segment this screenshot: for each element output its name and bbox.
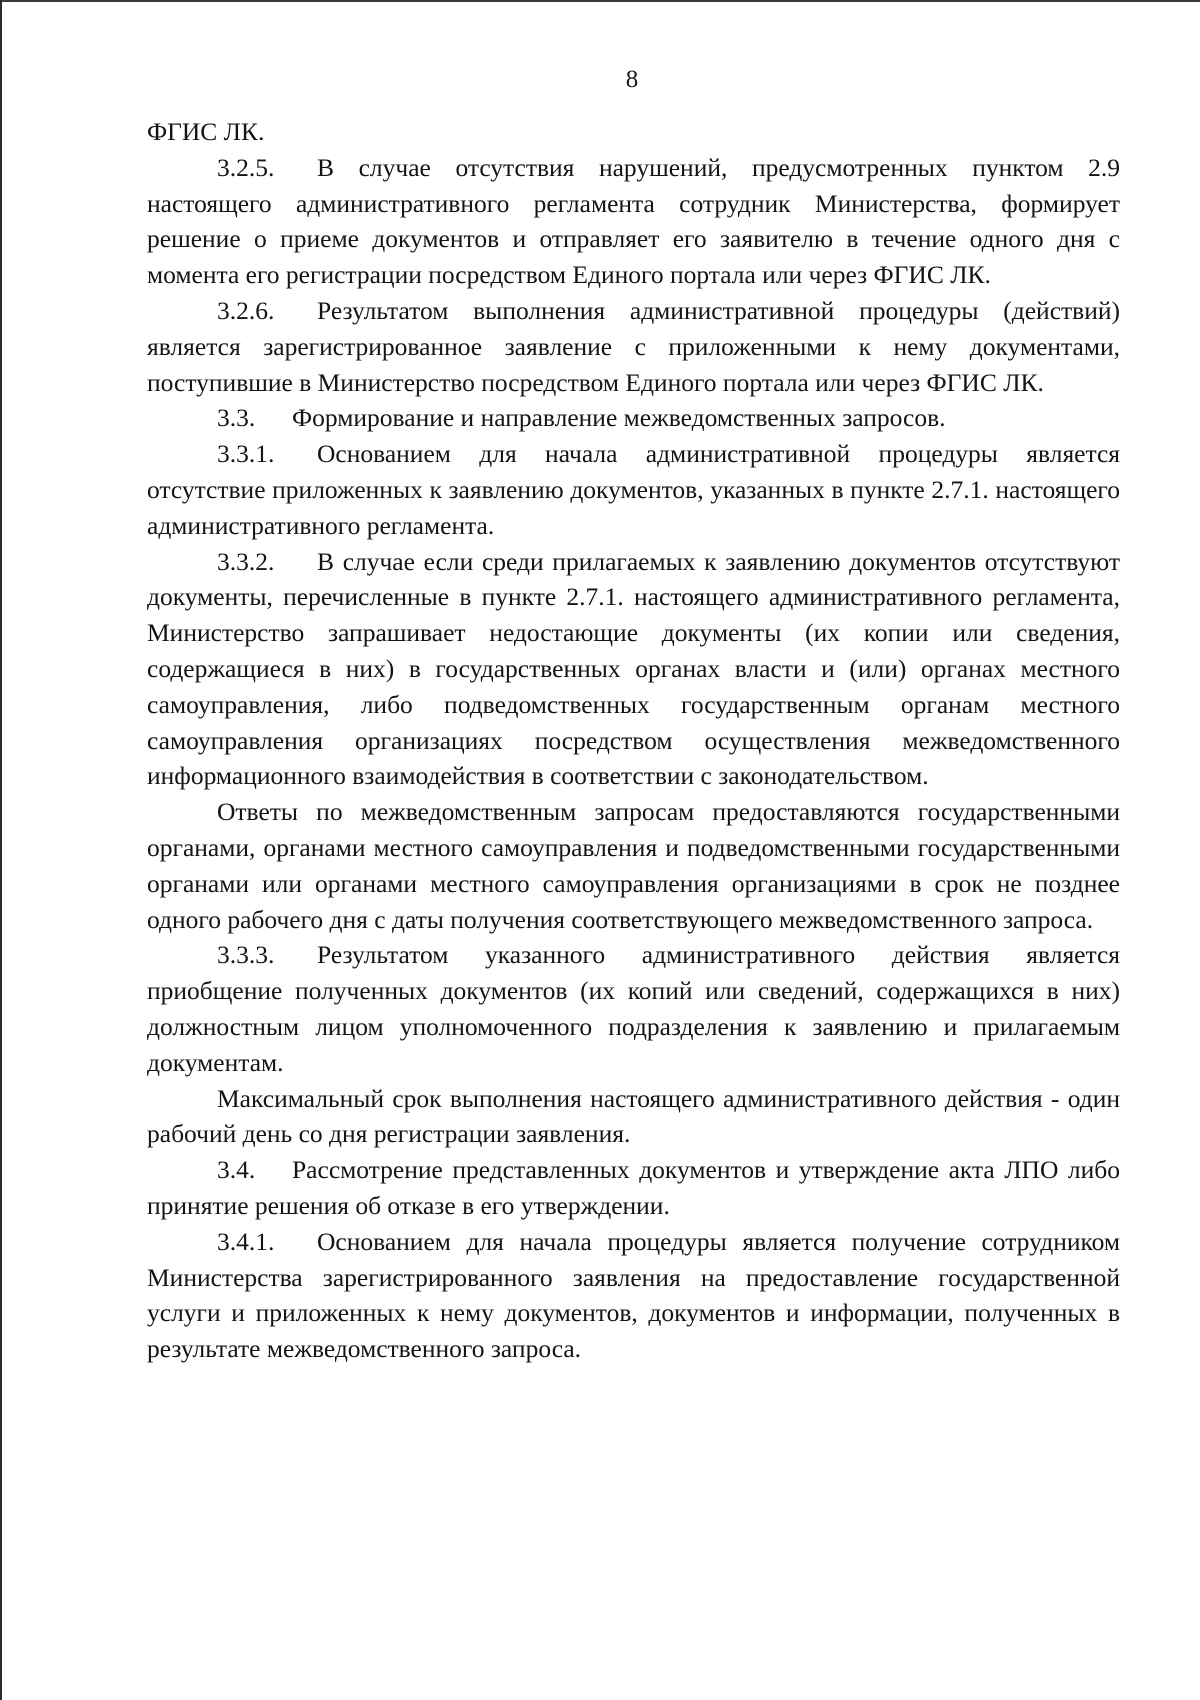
paragraph-number: 3.3. — [217, 403, 256, 433]
paragraph-number: 3.4.1. — [217, 1226, 275, 1256]
scan-edge-left — [0, 0, 2, 1700]
paragraph-text: Основанием для начала процедуры является получение сотрудником Министерства зарегистрированного заявления на предоставление государственной услуги и приложенных к нему документов, документов и информации, полученных в результате межведомственного запроса. — [147, 1226, 1120, 1364]
paragraph-text: Основанием для начала административной процедуры является отсутствие приложенных к заявлению документов, указанных в пункте 2.7.1. настоящего административного регламента. — [147, 439, 1120, 540]
section-heading-3-3 — [147, 400, 1120, 436]
paragraph-3-3-1 — [147, 436, 1120, 543]
paragraph-continuation — [147, 114, 1120, 150]
paragraph-3-3-2 — [147, 544, 1120, 795]
paragraph-text: Результатом выполнения административной процедуры (действий) является зарегистрированное заявление с приложенными к нему документами, поступившие в Министерство посредством Единого портала или через ФГИС ЛК. — [147, 295, 1120, 397]
paragraph-number: 3.3.2. — [217, 546, 275, 576]
paragraph-3-2-5 — [147, 150, 1120, 293]
paragraph-text: В случае отсутствия нарушений, предусмотренных пунктом 2.9 настоящего административного регламента сотрудник Министерства, формирует решение о приеме документов и отправляет его заявителю в течение одного дня с момента его регистрации посредством Единого портала или через ФГИС ЛК. — [147, 152, 1120, 290]
paragraph-text: Формирование и направление межведомственных запросов. — [292, 403, 946, 433]
paragraph-3-3-3 — [147, 937, 1120, 1080]
scan-edge-top — [0, 0, 1200, 2]
paragraph-max-term — [147, 1081, 1120, 1153]
paragraph-number: 3.3.1. — [217, 439, 275, 469]
paragraph-3-4-1 — [147, 1224, 1120, 1367]
paragraph-text: В случае если среди прилагаемых к заявлению документов отсутствуют документы, перечисленные в пункте 2.7.1. настоящего административного регламента, Министерство запрашивает недостающие документы (их копии или сведения, содержащиеся в них) в государственных органах власти и (или) органах местного самоуправления, либо подведомственных государственным органам местного самоуправления организациях посредством осуществления межведомственного информационного взаимодействия в соответствии с законодательством. — [147, 546, 1120, 791]
paragraph-text: Ответы по межведомственным запросам предоставляются государственными органами, органами местного самоуправления и подведомственными государственными органами или органами местного самоуправления организациями в срок не позднее одного рабочего дня с даты получения соответствующего межведомственного запроса. — [147, 797, 1120, 934]
page-number: 8 — [625, 66, 639, 93]
paragraph-3-2-6 — [147, 293, 1120, 400]
paragraph-number: 3.2.5. — [217, 152, 275, 182]
paragraph-responses — [147, 794, 1120, 937]
paragraph-number: 3.4. — [217, 1155, 256, 1185]
paragraph-text: Результатом указанного административного действия является приобщение полученных документов (их копий или сведений, содержащихся в них) должностным лицом уполномоченного подразделения к заявлению и прилагаемым документам. — [147, 940, 1120, 1077]
paragraph-text: ФГИС ЛК. — [147, 117, 265, 146]
paragraph-number: 3.3.3. — [217, 940, 275, 970]
paragraph-text: Рассмотрение представленных документов и утверждение акта ЛПО либо принятие решения об отказе в его утверждении. — [147, 1155, 1120, 1220]
section-heading-3-4 — [147, 1152, 1120, 1224]
document-body — [147, 114, 1120, 1367]
paragraph-number: 3.2.6. — [217, 295, 275, 325]
paragraph-text: Максимальный срок выполнения настоящего административного действия - один рабочий день со дня регистрации заявления. — [147, 1083, 1120, 1149]
